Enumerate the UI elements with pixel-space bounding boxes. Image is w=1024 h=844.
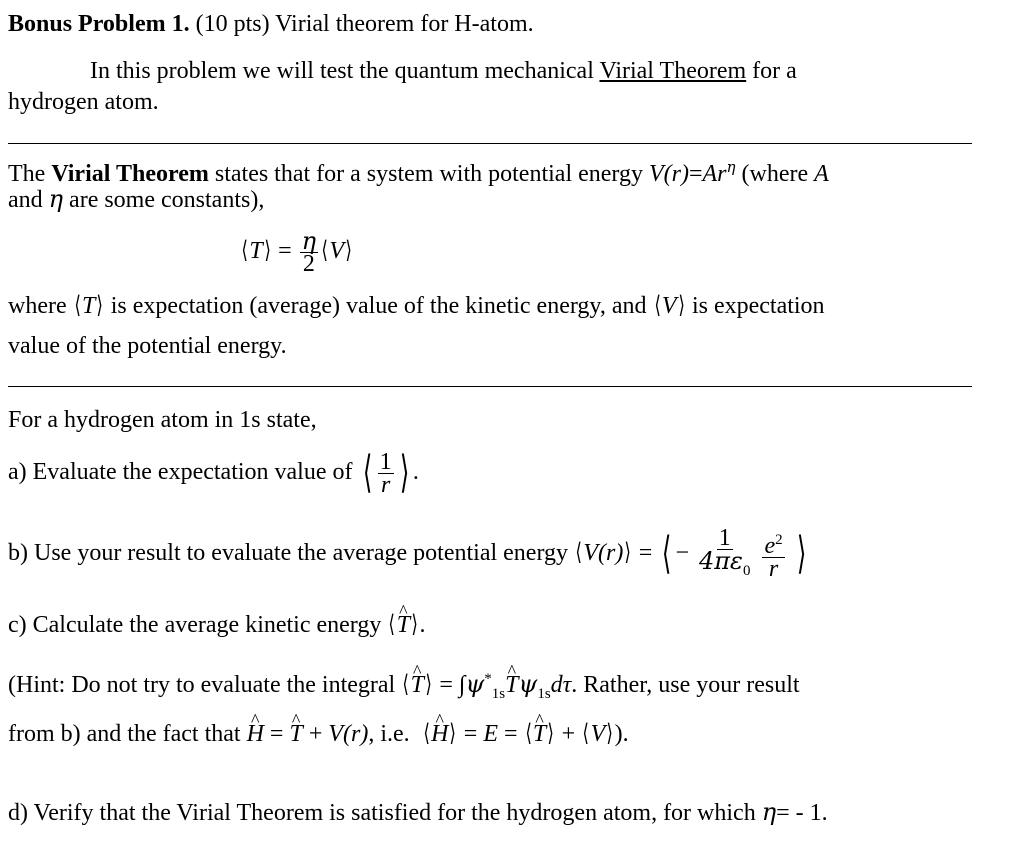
big-angle-right: ⟩ (796, 528, 806, 580)
where-v: V (661, 293, 677, 319)
hint2-h-hat: ^ H (431, 720, 448, 748)
problem-label: Bonus Problem 1. (8, 11, 190, 37)
b-den-sub: 0 (742, 562, 751, 579)
b-vr: V(r) (583, 540, 624, 566)
hint-rest: . Rather, use your result (571, 672, 800, 698)
angle-bracket-left: ⟨ (575, 538, 582, 566)
intro-text: In this problem we will test the quantum mechanical (90, 58, 600, 84)
theorem-text-mid: states that for a system with potential energy (208, 161, 649, 187)
hint2-text: from b) and the fact that (8, 721, 241, 747)
intro-line-1 (90, 57, 797, 85)
question-a: a) Evaluate the expectation value of ⟨ $\frac{1}{r}$ ⟩ . (8, 447, 419, 499)
question-d (8, 798, 828, 827)
question-c-text: c) Calculate the average kinetic energy (8, 612, 382, 638)
hint2-plus: + (308, 721, 323, 747)
angle-bracket-right: ⟩ (345, 236, 353, 264)
psi-star: * (484, 671, 492, 687)
divider-2 (8, 386, 972, 387)
theorem-name: Virial Theorem (51, 161, 209, 187)
integral-sign: ∫ (458, 672, 466, 698)
c-t-hat: ^ T (397, 611, 410, 639)
problem-title (8, 10, 534, 38)
psi-sub-1s: 1s (491, 685, 506, 702)
intro-line-2: hydrogen atom. (8, 89, 159, 115)
angle-bracket-right: ⟩ (606, 719, 614, 747)
question-a-text: a) Evaluate the expectation value of (8, 459, 353, 485)
angle-bracket-left: ⟨ (423, 719, 430, 747)
frac-num-eta: η (301, 226, 317, 255)
b-den-text: 4πε (699, 547, 743, 576)
potential-ar: Ar (702, 161, 727, 187)
angle-bracket-right: ⟩ (425, 670, 432, 698)
hint2-equals: = (269, 721, 284, 747)
where-t: T (82, 293, 96, 319)
theorem-text: The (8, 161, 52, 187)
energy-e: E (483, 721, 498, 747)
theorem-line-1 (8, 153, 829, 188)
hamiltonian-hat: ^ H (247, 720, 264, 748)
big-angle-left: ⟨ (362, 447, 372, 499)
divider-1 (8, 143, 972, 144)
formula-equals: = (278, 238, 292, 264)
frac-num-1: 1 (379, 448, 392, 475)
question-b: b) Use your result to evaluate the average potential energy ⟨V(r)⟩ = ⟨ − $\frac{1}{4\pi\varepsilon_0}$ $\frac{e^2}{r}$ ⟩ (8, 525, 806, 582)
psi: ψ (518, 670, 538, 698)
theorem-and: and (8, 187, 49, 213)
angle-bracket-right: ⟩ (264, 236, 271, 264)
b-den-r: r (768, 555, 779, 582)
psi-conj: ψ (465, 670, 485, 698)
eta-symbol: η (48, 185, 64, 213)
where-mid-text: is expectation (average) value of the kinetic energy, and (104, 293, 653, 319)
hint-t-hat: ^ T (411, 671, 424, 699)
virial-theorem-link[interactable]: Virial Theorem (599, 58, 747, 84)
where-text: where (8, 293, 73, 319)
d-eta: η (761, 798, 777, 826)
formula-t: T (249, 238, 263, 264)
hint-line-2: from b) and the fact that ^ H = ^ T + V(r), i.e. ⟨^ H⟩ = E = ⟨^ T⟩ + ⟨V⟩). (8, 719, 629, 748)
angle-bracket-left: ⟨ (241, 236, 248, 264)
angle-bracket-left: ⟨ (74, 291, 81, 319)
coulomb-constant-frac (697, 527, 752, 582)
frac-den-r: r (381, 471, 391, 498)
b-num-1: 1 (718, 525, 731, 552)
psi-sub-1s-2: 1s (537, 685, 551, 702)
problem-title-rest: (10 pts) Virial theorem for H-atom. (195, 11, 534, 37)
eta-over-two (300, 226, 318, 277)
potential-vr: V(r) (648, 161, 689, 187)
big-angle-left: ⟨ (662, 528, 672, 580)
angle-bracket-right: ⟩ (96, 291, 104, 319)
where-line-2: value of the potential energy. (8, 333, 287, 359)
equals-sign: = (688, 161, 703, 187)
formula-v: V (329, 238, 345, 264)
angle-bracket-left: ⟨ (402, 670, 410, 698)
b-num-sup: 2 (775, 531, 783, 548)
one-over-r (378, 448, 394, 498)
d-value: = - 1. (776, 800, 828, 826)
hint2-close: ). (614, 721, 629, 747)
hint2-t-hat: ^ T (289, 720, 302, 748)
angle-bracket-right: ⟩ (449, 719, 457, 747)
theorem-line-2 (8, 185, 264, 214)
frac-den-2: 2 (302, 250, 315, 277)
question-c: c) Calculate the average kinetic energy ⟨^ T⟩. (8, 610, 425, 639)
angle-bracket-left: ⟨ (582, 719, 590, 747)
angle-bracket-left: ⟨ (524, 719, 532, 747)
dtau: dτ (550, 672, 572, 698)
b-num-e2 (762, 529, 784, 558)
intro-text-end: for a (746, 58, 797, 84)
virial-formula (240, 228, 353, 275)
theorem-constants-text: are some constants), (63, 187, 265, 213)
question-d-text: d) Verify that the Virial Theorem is satisfied for the hydrogen atom, for which (8, 800, 756, 826)
question-b-text: b) Use your result to evaluate the average potential energy (8, 540, 569, 566)
hint-line-1: (Hint: Do not try to evaluate the integral ⟨^ T⟩ = $\int\psi^*_{1s}\^{}$ $T\psi_{1s}d\tau$. Rather, use your result (8, 665, 800, 708)
angle-bracket-left: ⟨ (653, 291, 661, 319)
big-angle-right: ⟩ (399, 447, 409, 499)
angle-bracket-left: ⟨ (388, 610, 396, 638)
hint-t-hat-op: ^ T (505, 671, 518, 699)
hint2-ie: , i.e. (368, 721, 410, 747)
b-num-e: e (764, 532, 776, 559)
hint2-vr: V(r) (328, 721, 369, 747)
constant-a: A (814, 161, 829, 187)
hint2-t-hat-2: ^ T (533, 720, 546, 748)
eta-exponent: η (726, 158, 736, 176)
angle-bracket-right: ⟩ (411, 610, 419, 638)
angle-bracket-left: ⟨ (321, 236, 329, 264)
where-end-text: is expectation (685, 293, 825, 319)
angle-bracket-right: ⟩ (624, 538, 632, 566)
angle-bracket-right: ⟩ (677, 291, 685, 319)
hint-text: (Hint: Do not try to evaluate the integral (8, 672, 396, 698)
where-paren: (where (735, 161, 815, 187)
angle-bracket-right: ⟩ (547, 719, 555, 747)
e2-over-r (762, 529, 784, 580)
questions-intro: For a hydrogen atom in 1s state, (8, 407, 317, 433)
b-den-4pieps (697, 547, 752, 582)
where-line-1 (8, 291, 825, 320)
